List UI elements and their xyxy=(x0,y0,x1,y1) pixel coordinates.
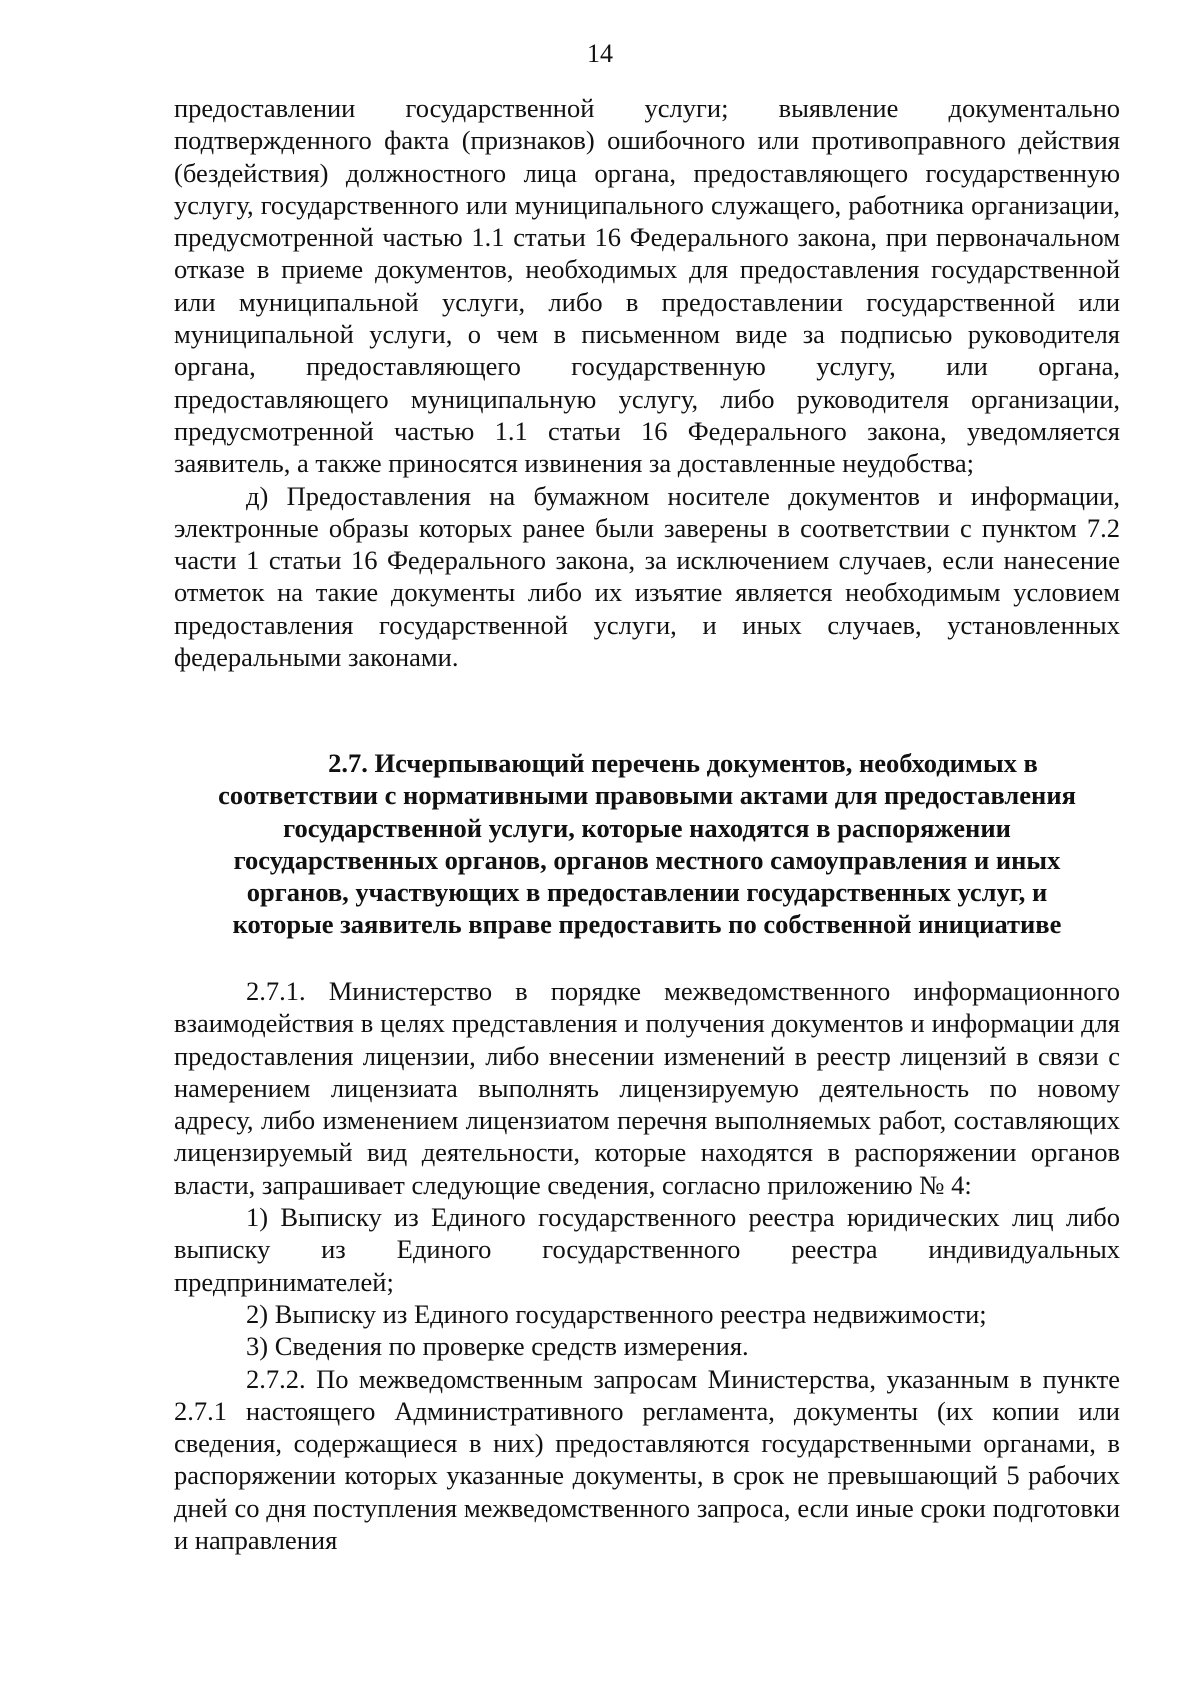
heading-line: соответствии с нормативными правовыми актами для предоставления xyxy=(218,780,1076,811)
section-heading-2-7 xyxy=(174,747,1120,941)
paragraph-item-d: д) Предоставления на бумажном носителе документов и информации, электронные образы которых ранее были заверены в соответствии с пунктом 7.2 части 1 статьи 16 Федерального закона, за исключением случаев, если нанесение отметок на такие документы либо их изъятие является необходимым условием предоставления государственной услуги, и иных случаев, установленных федеральными законами. xyxy=(174,480,1120,673)
heading-line: которые заявитель вправе предоставить по собственной инициативе xyxy=(232,909,1062,940)
heading-line: 2.7. Исчерпывающий перечень документов, необходимых в xyxy=(328,748,1038,778)
list-item-3: 3) Сведения по проверке средств измерения. xyxy=(246,1331,749,1362)
paragraph-continuation: предоставлении государственной услуги; выявление документально подтвержденного факта (признаков) ошибочного или противоправного действия (бездействия) должностного лица органа, предоставляющего государственную услугу, государственного или муниципального служащего, работника организации, предусмотренной частью 1.1 статьи 16 Федерального закона, при первоначальном отказе в приеме документов, необходимых для предоставления государственной или муниципальной услуги, либо в предоставлении государственной или муниципальной услуги, о чем в письменном виде за подписью руководителя органа, предоставляющего государственную услугу, или органа, предоставляющего муниципальную услугу, либо руководителя организации, предусмотренной частью 1.1 статьи 16 Федерального закона, уведомляется заявитель, а также приносятся извинения за доставленные неудобства; xyxy=(174,93,1120,479)
paragraph-2-7-1: 2.7.1. Министерство в порядке межведомственного информационного взаимодействия в целях представления и получения документов и информации для предоставления лицензии, либо внесении изменений в реестр лицензий в связи с намерением лицензиата выполнять лицензируемую деятельность по новому адресу, либо изменением лицензиатом перечня выполняемых работ, составляющих лицензируемый вид деятельности, которые находятся в распоряжении органов власти, запрашивает следующие сведения, согласно приложению № 4: xyxy=(174,976,1120,1200)
heading-line: государственной услуги, которые находятся в распоряжении xyxy=(283,812,1011,843)
section-continuation xyxy=(174,92,1120,673)
paragraph-2-7-2: 2.7.2. По межведомственным запросам Министерства, указанным в пункте 2.7.1 настоящего Административного регламента, документы (их копии или сведения, содержащиеся в них) предоставляются государственными органами, в распоряжении которых указанные документы, в срок не превышающий 5 рабочих дней со дня поступления межведомственного запроса, если иные сроки подготовки и направления xyxy=(174,1363,1120,1556)
list-item-1: 1) Выписку из Единого государственного реестра юридических лиц либо выписку из Единого государственного реестра индивидуальных предпринимателей; xyxy=(174,1202,1120,1297)
section-2-7-body xyxy=(174,975,1120,1556)
page-number: 14 xyxy=(587,39,613,68)
heading-line: органов, участвующих в предоставлении государственных услуг, и xyxy=(246,877,1048,908)
list-item-2: 2) Выписку из Единого государственного реестра недвижимости; xyxy=(246,1298,987,1329)
heading-line: государственных органов, органов местного самоуправления и иных xyxy=(233,844,1061,875)
